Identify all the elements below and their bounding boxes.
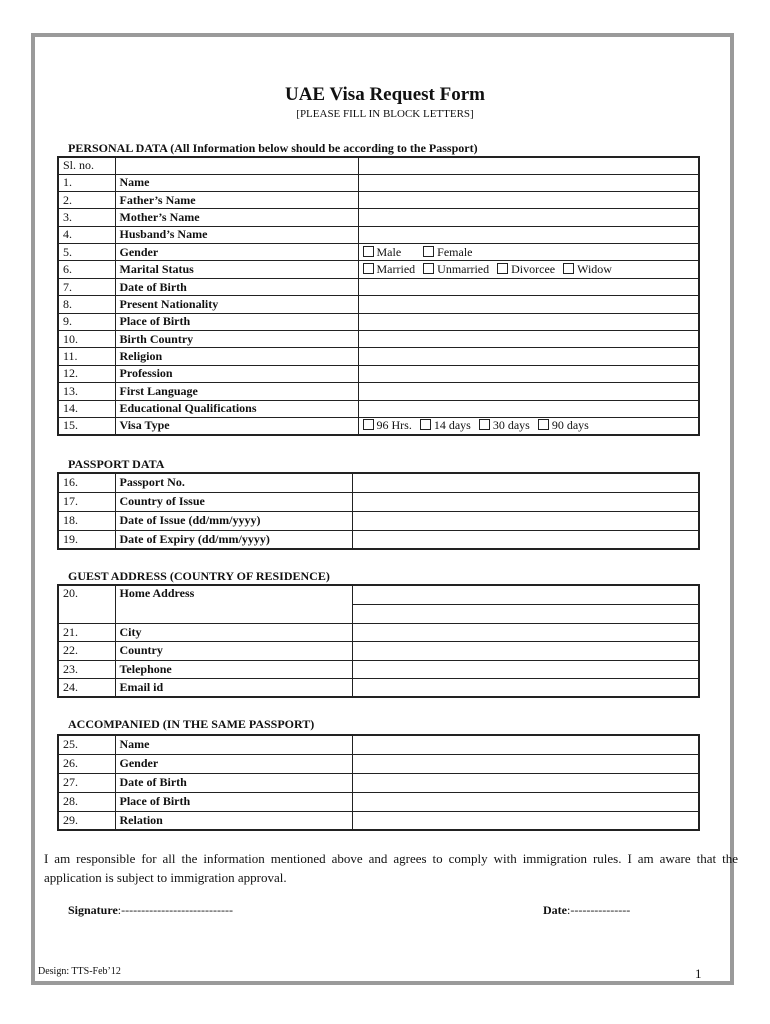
- row-label: Relation: [115, 811, 352, 830]
- form-row: [58, 365, 699, 382]
- option-label: Female: [437, 244, 473, 259]
- row-label: City: [115, 623, 352, 642]
- form-row: [58, 331, 699, 348]
- form-row: [58, 209, 699, 226]
- marital-options-group: [358, 261, 699, 278]
- gender-options-group: [358, 244, 699, 261]
- country-of-issue-field[interactable]: [352, 492, 699, 511]
- gender-options-option[interactable]: [363, 245, 402, 259]
- row-label: Birth Country: [115, 331, 358, 348]
- marital-options-option[interactable]: [563, 262, 612, 276]
- row-number: 29.: [58, 811, 115, 830]
- visa-type-options-option[interactable]: [420, 418, 471, 432]
- row-number: 26.: [58, 754, 115, 773]
- signature-line[interactable]: Signature:----------------------------: [68, 903, 234, 917]
- place-of-birth-field[interactable]: [352, 792, 699, 811]
- form-row: [58, 383, 699, 400]
- form-row: [58, 530, 699, 549]
- row-label: Date of Expiry (dd/mm/yyyy): [115, 530, 352, 549]
- name-field[interactable]: [358, 174, 699, 191]
- marital-options-option[interactable]: [363, 262, 416, 276]
- row-label: Country of Issue: [115, 492, 352, 511]
- row-number: 1.: [58, 174, 115, 191]
- father-s-name-field[interactable]: [358, 191, 699, 208]
- country-field[interactable]: [352, 642, 699, 661]
- form-subtitle: [PLEASE FILL IN BLOCK LETTERS]: [296, 108, 474, 120]
- row-label: Date of Birth: [115, 773, 352, 792]
- row-number: 23.: [58, 660, 115, 679]
- guest-address-heading: GUEST ADDRESS (COUNTRY OF RESIDENCE): [68, 569, 330, 583]
- row-number: 14.: [58, 400, 115, 417]
- profession-field[interactable]: [358, 365, 699, 382]
- visa-type-options-option[interactable]: [363, 418, 412, 432]
- form-row: [58, 679, 699, 698]
- form-row: [58, 792, 699, 811]
- row-label: Place of Birth: [115, 792, 352, 811]
- row-label: Profession: [115, 365, 358, 382]
- row-number: 18.: [58, 511, 115, 530]
- telephone-field[interactable]: [352, 660, 699, 679]
- personal-data-table: [57, 156, 700, 436]
- row-number: 27.: [58, 773, 115, 792]
- guest-address-table: [57, 584, 700, 698]
- email-id-field[interactable]: [352, 679, 699, 698]
- gender-field[interactable]: [352, 754, 699, 773]
- signature-label: Signature: [68, 903, 118, 917]
- option-label: Male: [376, 244, 402, 259]
- row-number: 15.: [58, 417, 115, 434]
- option-label: 90 days: [551, 418, 589, 433]
- row-label: Father’s Name: [115, 191, 358, 208]
- declaration-statement: I am responsible for all the information mentioned above and agrees to comply with immigration rules. I am aware that the application is subject to immigration approval.: [44, 851, 738, 885]
- row-number: 3.: [58, 209, 115, 226]
- row-number: 2.: [58, 191, 115, 208]
- date-of-birth-field[interactable]: [358, 278, 699, 295]
- row-number: 17.: [58, 492, 115, 511]
- relation-field[interactable]: [352, 811, 699, 830]
- form-row: [58, 735, 699, 754]
- row-label: First Language: [115, 383, 358, 400]
- row-label: Date of Issue (dd/mm/yyyy): [115, 511, 352, 530]
- marital-options-option[interactable]: [423, 262, 489, 276]
- option-label: Divorcee: [511, 262, 556, 277]
- city-field[interactable]: [352, 623, 699, 642]
- form-row: [58, 417, 699, 434]
- gender-options-option[interactable]: [423, 245, 472, 259]
- row-number: 12.: [58, 365, 115, 382]
- accompanied-table: [57, 734, 700, 831]
- row-label: Religion: [115, 348, 358, 365]
- row-label: Date of Birth: [115, 278, 358, 295]
- row-label: Husband’s Name: [115, 226, 358, 243]
- row-label: Country: [115, 642, 352, 661]
- row-number: 13.: [58, 383, 115, 400]
- date-label: Date: [543, 903, 567, 917]
- row-number: 7.: [58, 278, 115, 295]
- option-label: Widow: [577, 262, 612, 277]
- page-number: 1: [695, 966, 702, 981]
- accompanied-heading: ACCOMPANIED (IN THE SAME PASSPORT): [68, 717, 315, 731]
- form-row: [58, 348, 699, 365]
- option-label: Unmarried: [437, 262, 490, 277]
- home-address-line-1-field[interactable]: [352, 585, 699, 604]
- form-row: [58, 226, 699, 243]
- form-row: [58, 261, 699, 278]
- date-of-expiry-dd-mm-yyyy-field[interactable]: [352, 530, 699, 549]
- row-number: 9.: [58, 313, 115, 330]
- present-nationality-field[interactable]: [358, 296, 699, 313]
- educational-qualifications-field[interactable]: [358, 400, 699, 417]
- row-label: Passport No.: [115, 473, 352, 492]
- row-label: Place of Birth: [115, 313, 358, 330]
- husband-s-name-field[interactable]: [358, 226, 699, 243]
- form-row: [58, 313, 699, 330]
- mother-s-name-field[interactable]: [358, 209, 699, 226]
- date-of-issue-dd-mm-yyyy-field[interactable]: [352, 511, 699, 530]
- row-label: Email id: [115, 679, 352, 698]
- row-number: 28.: [58, 792, 115, 811]
- first-language-field[interactable]: [358, 383, 699, 400]
- form-row: [58, 473, 699, 492]
- row-number: 20.: [58, 585, 115, 623]
- form-row: [58, 296, 699, 313]
- row-number: 21.: [58, 623, 115, 642]
- visa-type-options-option[interactable]: [479, 418, 530, 432]
- religion-field[interactable]: [358, 348, 699, 365]
- checkbox-icon[interactable]: [363, 246, 374, 257]
- form-title: UAE Visa Request Form: [284, 84, 486, 105]
- row-number: 8.: [58, 296, 115, 313]
- row-number: 25.: [58, 735, 115, 754]
- row-label: Home Address: [115, 585, 352, 623]
- home-address-line-2-field[interactable]: [352, 604, 699, 623]
- option-label: Married: [376, 262, 416, 277]
- checkbox-icon[interactable]: [423, 263, 434, 274]
- checkbox-icon[interactable]: [497, 263, 508, 274]
- row-number: 6.: [58, 261, 115, 278]
- row-number: 16.: [58, 473, 115, 492]
- sl-no-header: Sl. no.: [58, 157, 115, 174]
- checkbox-icon[interactable]: [563, 263, 574, 274]
- form-row: [58, 773, 699, 792]
- option-label: 30 days: [492, 418, 530, 433]
- row-number: 22.: [58, 642, 115, 661]
- form-row: [58, 278, 699, 295]
- form-row: [58, 244, 699, 261]
- visa-type-options-group: [358, 417, 699, 434]
- row-number: 5.: [58, 244, 115, 261]
- form-row: [58, 174, 699, 191]
- checkbox-icon[interactable]: [363, 419, 374, 430]
- option-label: 96 Hrs.: [376, 418, 412, 433]
- form-row: [58, 400, 699, 417]
- row-number: 4.: [58, 226, 115, 243]
- row-label: Telephone: [115, 660, 352, 679]
- place-of-birth-field[interactable]: [358, 313, 699, 330]
- design-note: Design: TTS-Feb’12: [38, 966, 121, 977]
- form-row: [58, 511, 699, 530]
- row-label: Name: [115, 735, 352, 754]
- form-row: [58, 754, 699, 773]
- visa-type-options-option[interactable]: [538, 418, 589, 432]
- form-row: [58, 191, 699, 208]
- row-number: 11.: [58, 348, 115, 365]
- row-label: Name: [115, 174, 358, 191]
- form-row: [58, 660, 699, 679]
- birth-country-field[interactable]: [358, 331, 699, 348]
- row-label: Marital Status: [115, 261, 358, 278]
- option-label: 14 days: [433, 418, 471, 433]
- row-label: Visa Type: [115, 417, 358, 434]
- form-row: [58, 642, 699, 661]
- checkbox-icon[interactable]: [420, 419, 431, 430]
- row-label: Gender: [115, 244, 358, 261]
- passport-no-field[interactable]: [352, 473, 699, 492]
- checkbox-icon[interactable]: [423, 246, 434, 257]
- row-label: Present Nationality: [115, 296, 358, 313]
- date-of-birth-field[interactable]: [352, 773, 699, 792]
- passport-data-table: [57, 472, 700, 550]
- personal-data-heading: PERSONAL DATA (All Information below should be according to the Passport): [68, 141, 478, 155]
- marital-options-option[interactable]: [497, 262, 555, 276]
- form-row: [58, 623, 699, 642]
- row-label: Gender: [115, 754, 352, 773]
- row-label: Mother’s Name: [115, 209, 358, 226]
- row-number: 19.: [58, 530, 115, 549]
- row-number: 10.: [58, 331, 115, 348]
- checkbox-icon[interactable]: [363, 263, 374, 274]
- checkbox-icon[interactable]: [538, 419, 549, 430]
- passport-data-heading: PASSPORT DATA: [68, 457, 165, 471]
- date-line[interactable]: Date:---------------: [543, 903, 631, 917]
- row-number: 24.: [58, 679, 115, 698]
- form-row: [58, 811, 699, 830]
- row-label: Educational Qualifications: [115, 400, 358, 417]
- form-row: [58, 492, 699, 511]
- name-field[interactable]: [352, 735, 699, 754]
- checkbox-icon[interactable]: [479, 419, 490, 430]
